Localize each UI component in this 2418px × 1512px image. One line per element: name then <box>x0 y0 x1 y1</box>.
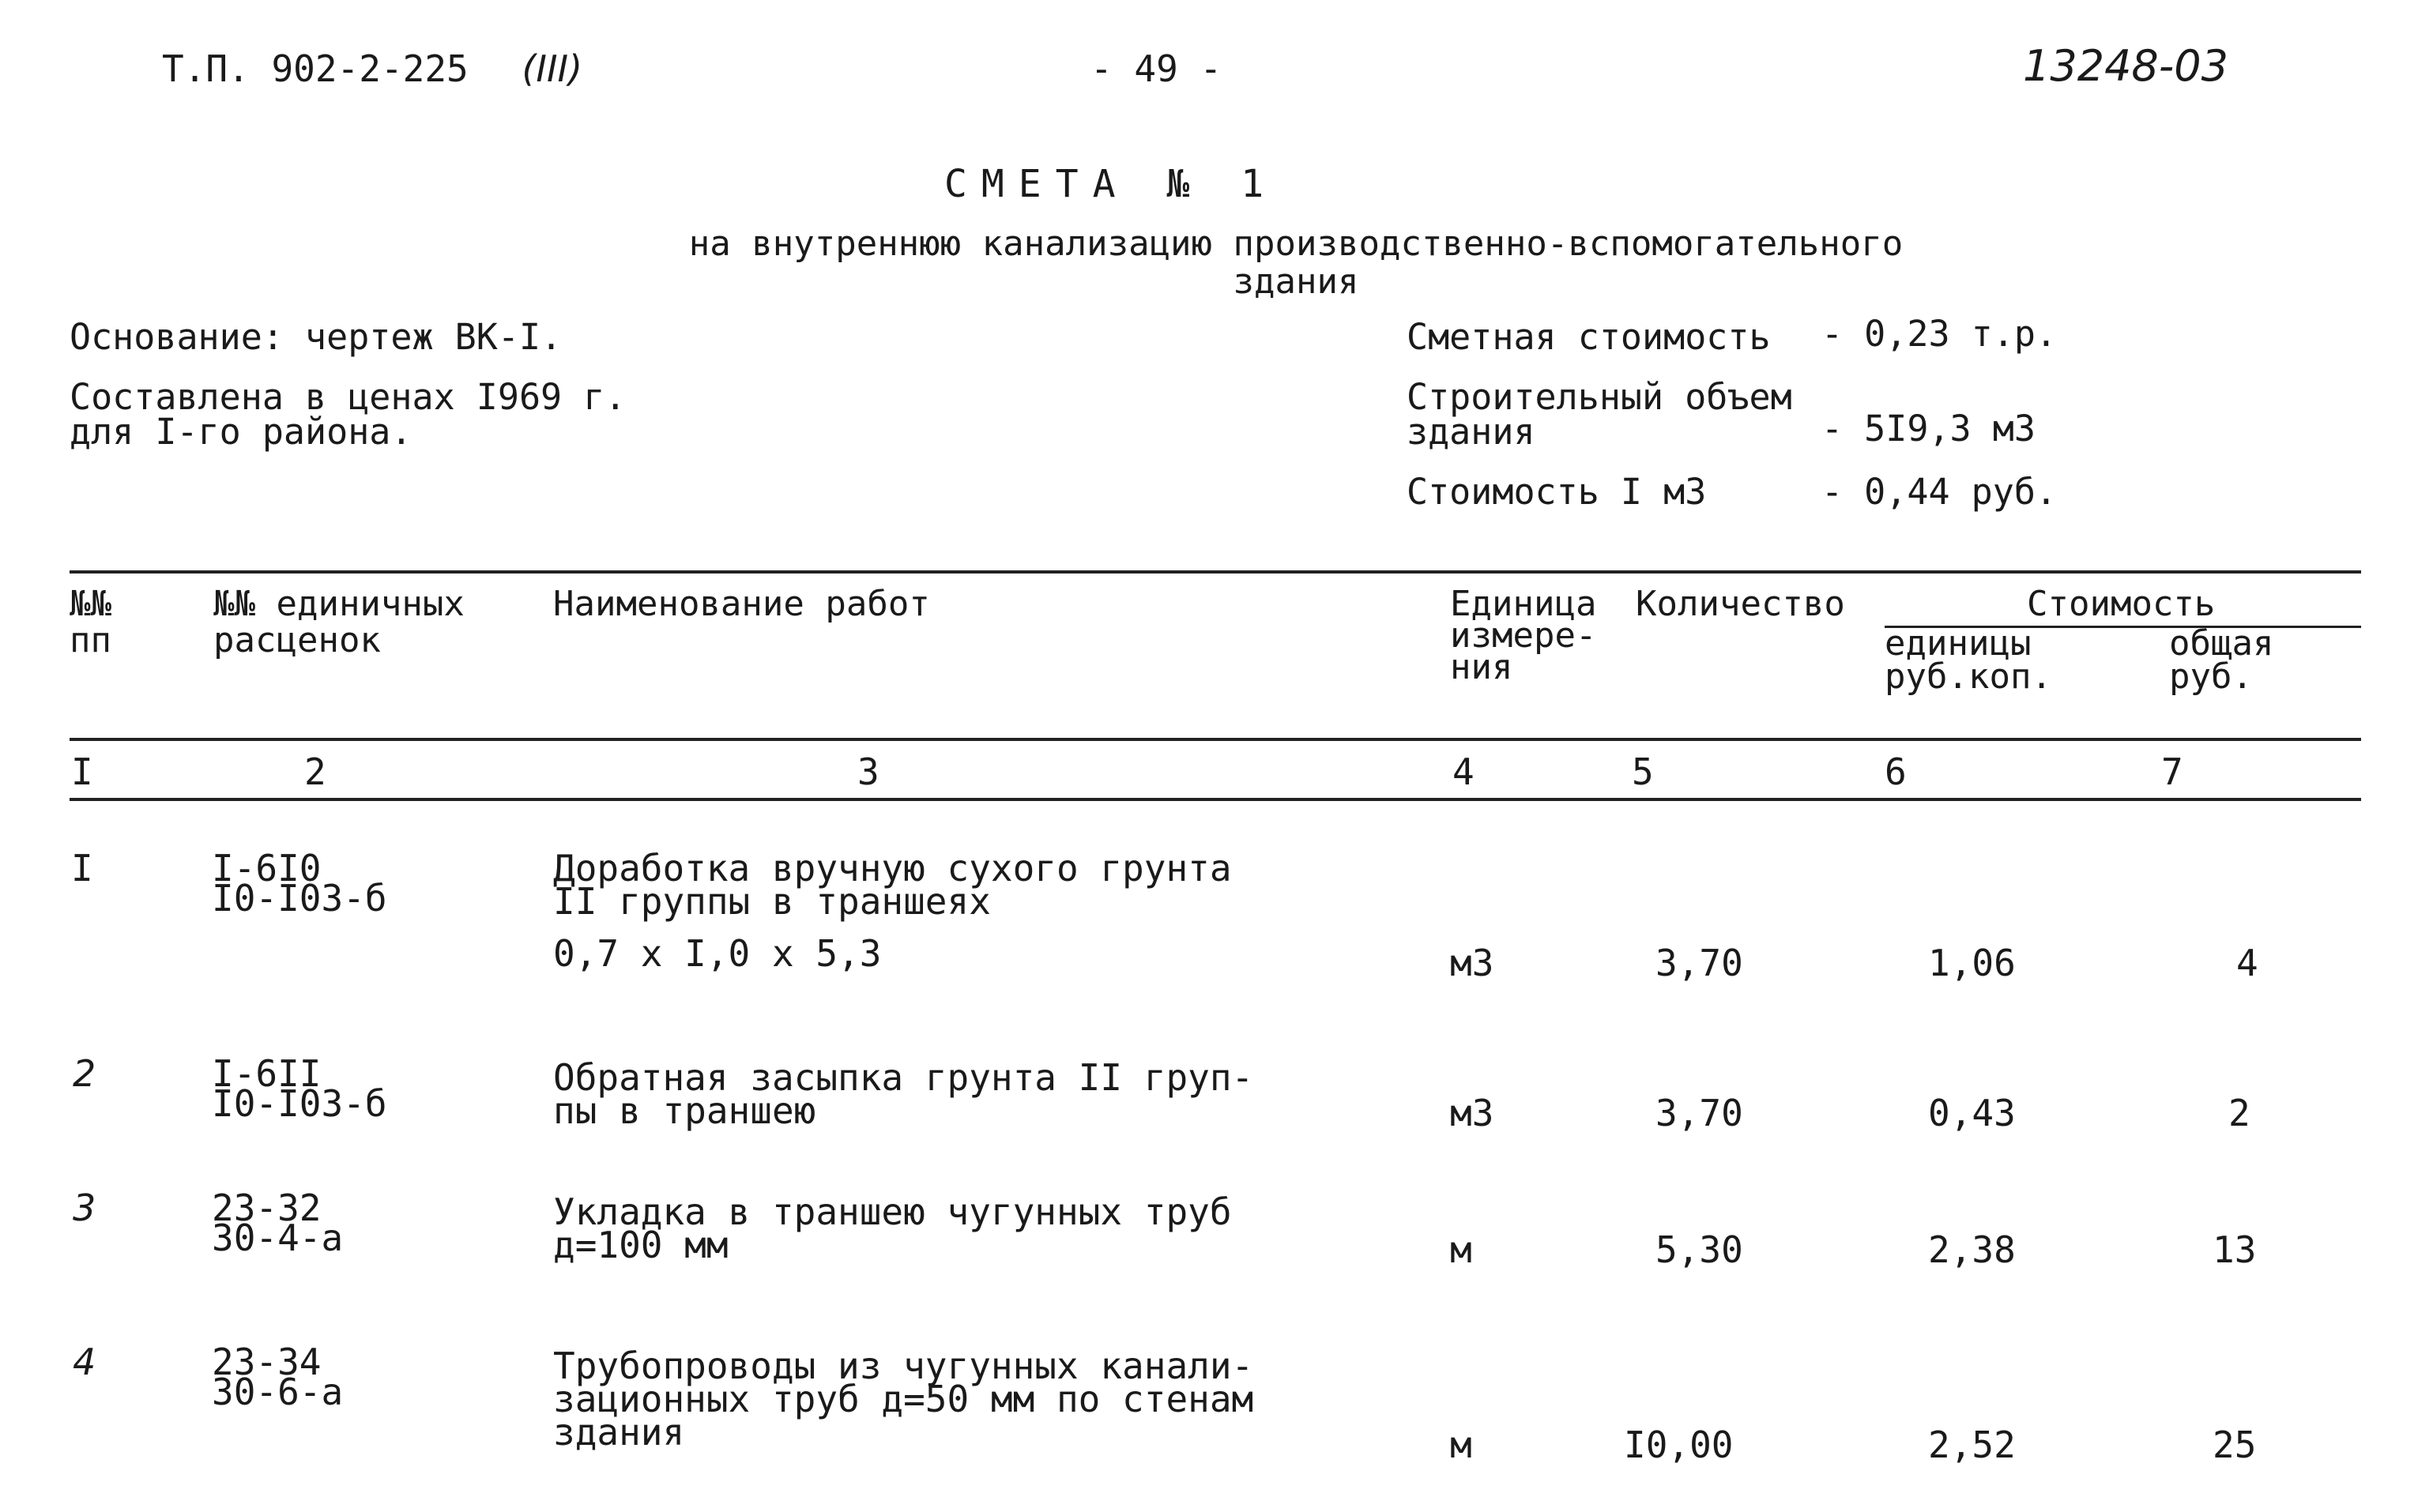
col-header-text: ния <box>1450 647 1513 687</box>
row-code: 30-4-а <box>212 1217 344 1259</box>
row-qty: 3,70 <box>1655 942 1743 984</box>
table-top-rule <box>70 570 2361 574</box>
col-header-text: расценок <box>213 620 381 660</box>
col-header-text: руб.коп. <box>1885 656 2052 697</box>
row-code: I-6II <box>212 1052 322 1095</box>
doc-code-text: Т.П. 902-2-225 <box>162 47 469 90</box>
volume-label-line: здания <box>1407 411 1535 453</box>
column-number: 5 <box>1632 750 1654 793</box>
row-code: I0-I03-б <box>212 1082 387 1125</box>
unit-cost-label: Стоимость I м3 <box>1407 471 1707 513</box>
col-header-unit-price <box>1885 623 2052 697</box>
row-codes <box>212 1189 343 1257</box>
row-name-line: пы в траншею <box>553 1089 816 1132</box>
row-qty: 3,70 <box>1655 1092 1743 1134</box>
row-name-line: Обратная засыпка грунта II груп- <box>553 1056 1254 1099</box>
row-total: 4 <box>2236 942 2258 984</box>
row-name-line: Доработка вручную сухого грунта <box>553 847 1232 890</box>
row-unit: м3 <box>1450 1092 1494 1134</box>
row-codes <box>212 1343 343 1411</box>
row-name-line: Трубопроводы из чугунных канали- <box>553 1345 1254 1387</box>
row-total: 2 <box>2228 1092 2250 1134</box>
basis-text: Основание: чертеж ВК-I. <box>70 316 563 358</box>
column-number: 6 <box>1885 750 1907 793</box>
col-header-total <box>2169 623 2274 697</box>
archive-number: 13248-03 <box>2023 41 2228 91</box>
header-bottom-rule <box>70 738 2361 741</box>
prices-line: Составлена в ценах I969 г. <box>70 376 627 418</box>
row-code: 23-34 <box>212 1341 322 1383</box>
row-name-line: II группы в траншеях <box>553 880 991 923</box>
document-subtitle <box>616 225 1975 301</box>
row-codes <box>212 847 387 920</box>
row-name <box>553 1345 1254 1454</box>
row-name <box>553 1190 1232 1266</box>
column-number: I <box>71 750 93 793</box>
row-code: 23-32 <box>212 1187 322 1229</box>
volume-label-line: Строительный объем <box>1407 376 1792 418</box>
building-volume-label <box>1407 378 1792 452</box>
row-unit: м <box>1450 1228 1472 1271</box>
col-header-no <box>70 586 111 659</box>
column-number: 4 <box>1452 750 1475 793</box>
col-header-text: №№ единичных <box>213 584 465 624</box>
subtitle-line: здания <box>1233 261 1359 302</box>
row-total: 25 <box>2213 1424 2257 1466</box>
row-number: 4 <box>73 1341 96 1383</box>
col-header-cost-group: Стоимость <box>2027 584 2216 624</box>
row-unit: м <box>1450 1424 1472 1466</box>
col-header-qty: Количество <box>1636 584 1845 624</box>
row-codes <box>212 1052 387 1125</box>
row-code: 30-6-а <box>212 1371 344 1413</box>
building-volume-value: - 5I9,3 м3 <box>1821 408 2036 449</box>
col-header-text: общая <box>2169 623 2274 664</box>
row-code: I0-I03-б <box>212 877 387 920</box>
column-numbers-rule <box>70 798 2361 801</box>
row-name-line: здания <box>553 1411 685 1454</box>
document-title: СМЕТА № 1 <box>944 162 1279 206</box>
row-name <box>553 1056 1254 1132</box>
col-header-name: Наименование работ <box>553 584 930 624</box>
estimated-cost-label: Сметная стоимость <box>1407 316 1771 358</box>
row-unit-price: 1,06 <box>1928 942 2016 984</box>
row-total: 13 <box>2213 1228 2257 1271</box>
row-name <box>553 847 1232 975</box>
row-unit-price: 2,38 <box>1928 1228 2016 1271</box>
col-header-text: пп <box>70 620 111 660</box>
col-header-text: измере- <box>1450 615 1597 656</box>
row-code: I-6I0 <box>212 847 322 890</box>
estimated-cost-value: - 0,23 т.р. <box>1821 313 2058 355</box>
row-dimensions: 0,7 х I,0 х 5,3 <box>553 932 882 975</box>
row-name-line: Укладка в траншею чугунных труб <box>553 1190 1232 1233</box>
subtitle-line: на внутреннюю канализацию производственно-вспомогательного <box>688 224 1904 264</box>
row-number: 3 <box>73 1187 96 1229</box>
col-header-unit <box>1450 586 1596 686</box>
col-header-text: руб. <box>2169 656 2253 697</box>
row-qty: I0,00 <box>1624 1424 1734 1466</box>
column-number: 2 <box>304 750 326 793</box>
volume-mark: (III) <box>522 47 583 90</box>
row-unit: м3 <box>1450 942 1494 984</box>
row-name-line: д=100 мм <box>553 1224 729 1266</box>
page-number: - 49 - <box>1090 47 1222 90</box>
col-header-text: №№ <box>70 584 111 624</box>
prices-text <box>70 378 626 452</box>
col-header-text: единицы <box>1885 623 2032 664</box>
col-header-codes <box>213 586 465 659</box>
row-number: I <box>71 847 93 890</box>
prices-line: для I-го района. <box>70 411 412 453</box>
column-number: 3 <box>857 750 879 793</box>
row-unit-price: 2,52 <box>1928 1424 2016 1466</box>
column-number: 7 <box>2161 750 2183 793</box>
row-number: 2 <box>73 1052 96 1095</box>
row-name-line: зационных труб д=50 мм по стенам <box>553 1378 1254 1420</box>
col-header-text: Единица <box>1450 584 1597 624</box>
row-qty: 5,30 <box>1655 1228 1743 1271</box>
unit-cost-value: - 0,44 руб. <box>1821 471 2058 513</box>
row-unit-price: 0,43 <box>1928 1092 2016 1134</box>
doc-code <box>162 47 582 90</box>
